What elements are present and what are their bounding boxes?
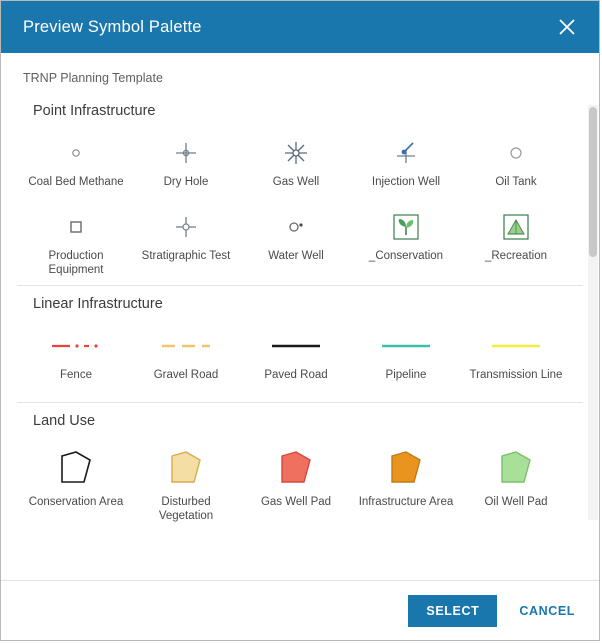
symbol-label: Pipeline [385, 369, 427, 381]
section-divider [17, 285, 583, 286]
dash-dot-line-icon [48, 330, 104, 362]
polygon-icon [274, 447, 318, 489]
solid-line-icon [378, 330, 434, 362]
symbol-label: Stratigraphic Test [141, 250, 231, 262]
symbol-item-coal-bed-methane[interactable] [21, 127, 131, 201]
section-title: Point Infrastructure [33, 103, 156, 119]
symbol-item-oil-tank[interactable] [461, 127, 571, 201]
dialog-body [1, 53, 599, 580]
dialog-title: Preview Symbol Palette [23, 17, 202, 36]
symbol-item-gravel-road[interactable] [131, 320, 241, 394]
symbol-item-dry-hole[interactable] [131, 127, 241, 201]
symbol-label: Coal Bed Methane [28, 176, 124, 188]
symbol-item-paved-road[interactable] [241, 320, 351, 394]
cross-with-dot-icon [173, 137, 199, 169]
dialog-titlebar [1, 1, 599, 53]
symbol-label: Dry Hole [163, 176, 209, 188]
symbol-item-stratigraphic-test[interactable] [131, 201, 241, 277]
section-linear-infrastructure [1, 290, 599, 394]
conservation-picture-icon [392, 211, 420, 243]
starburst-icon [283, 137, 309, 169]
polygon-icon [384, 447, 428, 489]
cross-open-icon [173, 211, 199, 243]
symbol-label: Water Well [268, 250, 324, 262]
polygon-icon [164, 447, 208, 489]
select-button[interactable]: SELECT [408, 595, 497, 627]
symbol-item-recreation[interactable] [461, 201, 571, 277]
close-icon[interactable] [553, 13, 581, 41]
symbol-item-pipeline[interactable] [351, 320, 461, 394]
symbol-label: Production Equipment [48, 250, 104, 276]
symbol-label: Oil Well Pad [484, 496, 548, 508]
symbol-label: Infrastructure Area [358, 496, 454, 508]
polygon-icon [54, 447, 98, 489]
symbol-item-conservation[interactable] [351, 201, 461, 277]
symbol-label: Gravel Road [153, 369, 219, 381]
symbol-label: _Conservation [368, 250, 444, 262]
circle-outline-icon [504, 137, 528, 169]
symbol-item-fence[interactable] [21, 320, 131, 394]
polygon-icon [494, 447, 538, 489]
symbol-item-disturbed-vegetation[interactable] [131, 437, 241, 523]
symbol-grid [21, 437, 579, 523]
symbol-item-transmission-line[interactable] [461, 320, 571, 394]
symbol-item-infrastructure-area[interactable] [351, 437, 461, 523]
section-divider [17, 402, 583, 403]
symbol-item-conservation-area[interactable] [21, 437, 131, 523]
symbol-grid [21, 320, 579, 394]
recreation-picture-icon [502, 211, 530, 243]
square-outline-icon [64, 211, 88, 243]
scrollbar-thumb[interactable] [589, 107, 597, 257]
symbol-label: Injection Well [371, 176, 441, 188]
symbol-item-oil-well-pad[interactable] [461, 437, 571, 523]
symbol-label: Transmission Line [469, 369, 563, 381]
symbol-label: Gas Well Pad [260, 496, 332, 508]
small-circle-outline-icon [64, 137, 88, 169]
symbol-label: _Recreation [484, 250, 547, 262]
scrollbar[interactable] [588, 105, 598, 520]
symbol-item-gas-well[interactable] [241, 127, 351, 201]
section-title: Linear Infrastructure [33, 296, 163, 312]
dialog-footer [1, 580, 599, 640]
symbol-item-injection-well[interactable] [351, 127, 461, 201]
symbol-label: Oil Tank [495, 176, 537, 188]
solid-line-icon [268, 330, 324, 362]
arrow-into-well-icon [393, 137, 419, 169]
symbol-item-water-well[interactable] [241, 201, 351, 277]
solid-line-icon [488, 330, 544, 362]
symbol-item-production-equipment[interactable] [21, 201, 131, 277]
symbol-label: Disturbed Vegetation [158, 496, 214, 522]
cancel-button[interactable]: CANCEL [515, 595, 579, 627]
section-land-use [1, 407, 599, 523]
section-point-infrastructure [1, 97, 599, 277]
template-name: TRNP Planning Template [23, 71, 163, 85]
symbol-label: Fence [60, 369, 92, 381]
symbol-label: Conservation Area [28, 496, 124, 508]
circle-with-dot-icon [283, 211, 309, 243]
dashed-line-icon [158, 330, 214, 362]
section-title: Land Use [33, 413, 96, 429]
symbol-item-gas-well-pad[interactable] [241, 437, 351, 523]
symbol-label: Gas Well [272, 176, 320, 188]
symbol-grid [21, 127, 579, 277]
symbol-label: Paved Road [264, 369, 328, 381]
